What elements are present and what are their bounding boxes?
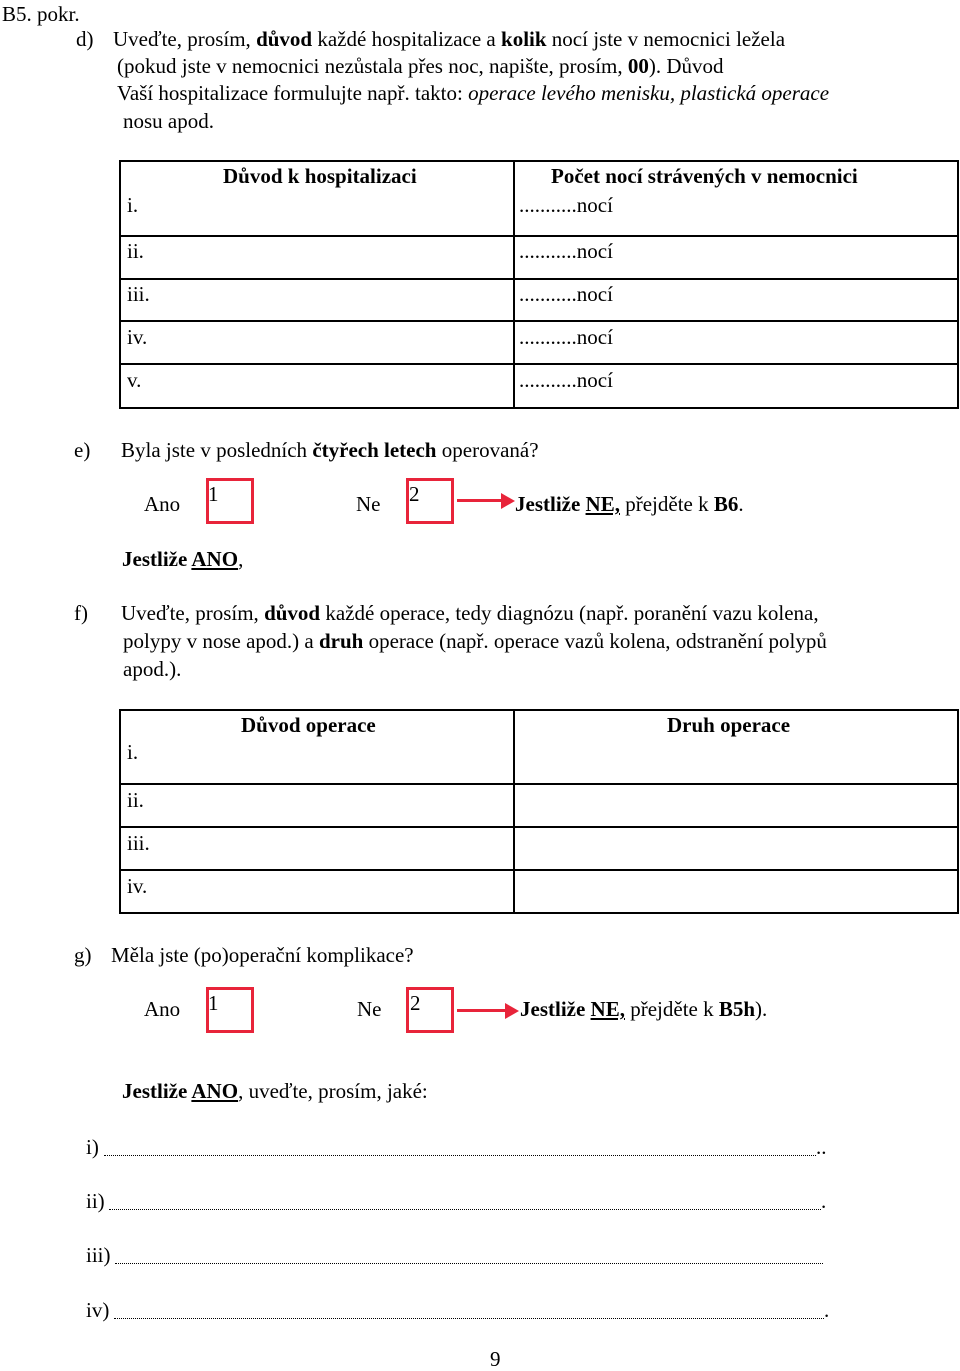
skip-instruction: Jestliže NE, přejděte k B6. (515, 492, 744, 516)
yes-label: Ano (144, 492, 181, 516)
table-header-nights: Počet nocí strávených v nemocnici (551, 164, 858, 188)
question-d-line1: Uveďte, prosím, důvod každé hospitalizace a kolik nocí jste v nemocnici ležela (113, 27, 786, 51)
nights-field[interactable]: ...........nocí (519, 368, 613, 392)
arrow-head-icon (501, 493, 515, 509)
no-label: Ne (356, 492, 381, 516)
answer-line-end: . (824, 1298, 830, 1322)
answer-line[interactable] (109, 1209, 821, 1210)
answer-line[interactable] (115, 1263, 823, 1264)
question-d-letter: d) (76, 27, 94, 51)
table-header-operation-type: Druh operace (667, 713, 791, 737)
yes-code: 1 (208, 991, 219, 1015)
question-e-text: Byla jste v posledních čtyřech letech operovaná? (121, 438, 539, 462)
table-row-label: i. (127, 740, 139, 764)
skip-arrow (457, 1009, 509, 1012)
question-g-letter: g) (74, 943, 92, 967)
answer-line-end: . (821, 1189, 827, 1213)
table-header-operation-reason: Důvod operace (241, 713, 376, 737)
no-label: Ne (357, 997, 382, 1021)
answer-line-end: .. (816, 1135, 827, 1159)
table-header-reason: Důvod k hospitalizaci (223, 164, 417, 188)
answer-line-label: iv) (86, 1298, 110, 1322)
question-d-line2: (pokud jste v nemocnici nezůstala přes noc, napište, prosím, 00). Důvod (117, 54, 724, 78)
question-f-line2: polypy v nose apod.) a druh operace (např. operace vazů kolena, odstranění polypů (123, 629, 827, 653)
nights-field[interactable]: ...........nocí (519, 193, 613, 217)
nights-field[interactable]: ...........nocí (519, 239, 613, 263)
table-row-label: iii. (127, 831, 150, 855)
if-yes-label: Jestliže ANO, uveďte, prosím, jaké: (122, 1079, 428, 1103)
table-row-label: v. (127, 368, 142, 392)
skip-instruction: Jestliže NE, přejděte k B5h). (520, 997, 768, 1021)
answer-line[interactable] (104, 1155, 816, 1156)
question-d-line3: Vaší hospitalizace formulujte např. takto: operace levého menisku, plastická operace (117, 81, 830, 105)
yes-label: Ano (144, 997, 181, 1021)
question-d-line4: nosu apod. (123, 109, 214, 133)
answer-line[interactable] (114, 1318, 824, 1319)
section-label: B5. pokr. (2, 2, 80, 26)
nights-field[interactable]: ...........nocí (519, 282, 613, 306)
question-f-line3: apod.). (123, 657, 182, 681)
page-number: 9 (490, 1347, 501, 1371)
nights-field[interactable]: ...........nocí (519, 325, 613, 349)
table-row-label: iv. (127, 874, 148, 898)
table-row-label: iii. (127, 282, 150, 306)
answer-line-label: iii) (86, 1243, 111, 1267)
arrow-head-icon (505, 1003, 519, 1019)
question-f-line1: Uveďte, prosím, důvod každé operace, tedy diagnózu (např. poranění vazu kolena, (121, 601, 819, 625)
table-row-label: iv. (127, 325, 148, 349)
table-row-label: i. (127, 193, 139, 217)
skip-arrow (457, 499, 505, 502)
answer-line-label: i) (86, 1135, 99, 1159)
no-code: 2 (409, 482, 420, 506)
no-code: 2 (410, 991, 421, 1015)
answer-line-label: ii) (86, 1189, 105, 1213)
table-row-label: ii. (127, 239, 144, 263)
table-row-label: ii. (127, 788, 144, 812)
question-e-letter: e) (74, 438, 91, 462)
question-g-text: Měla jste (po)operační komplikace? (111, 943, 414, 967)
if-yes-label: Jestliže ANO, (122, 547, 244, 571)
question-f-letter: f) (74, 601, 88, 625)
yes-code: 1 (208, 482, 219, 506)
